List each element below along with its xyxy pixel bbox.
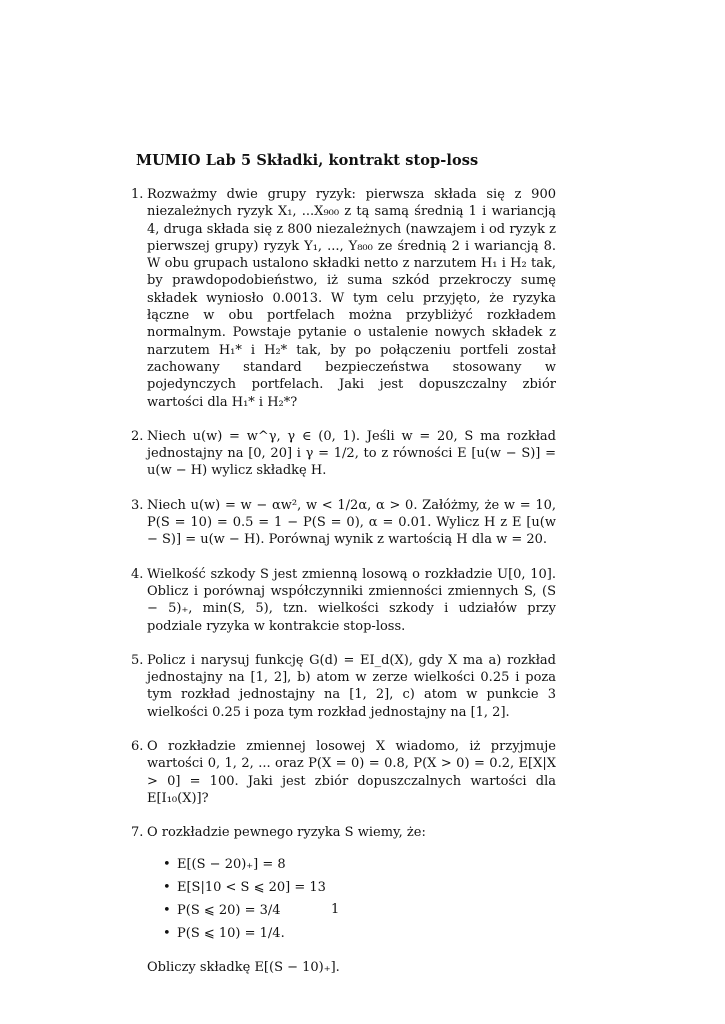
bullet-icon: • <box>163 856 171 872</box>
condition-list <box>147 856 556 943</box>
problem-4 <box>131 566 556 635</box>
problem-list <box>131 186 556 993</box>
problem-number: 3. <box>131 497 144 513</box>
problem-1 <box>131 186 556 411</box>
problem-text: O rozkładzie pewnego ryzyka S wiemy, że: <box>147 825 426 841</box>
problem-5 <box>131 652 556 721</box>
page-title: MUMIO Lab 5 Składki, kontrakt stop-loss <box>136 152 479 169</box>
problem-7 <box>131 824 556 976</box>
problem-6 <box>131 738 556 807</box>
problem-3 <box>131 497 556 549</box>
problem-number: 6. <box>131 739 144 755</box>
problem-number: 4. <box>131 566 144 582</box>
condition-text: E[(S − 20)₊] = 8 <box>177 856 286 872</box>
problem-number: 5. <box>131 652 144 668</box>
problem-text: Policz i narysuj funkcję G(d) = EI_d(X), gdy X ma a) rozkład jednostajny na [1, 2], b) atom w zerze wielkości 0.25 i poza tym rozkład jednostajny na [1, 2], c) atom w punkcie 3 wielkości 0.25 i poza tym rozkład jednostajny na [1, 2]. <box>147 652 556 720</box>
problem-text: Niech u(w) = w^γ, γ ∈ (0, 1). Jeśli w = 20, S ma rozkład jednostajny na [0, 20] i γ = 1/2, to z równości E [u(w − S)] = u(w − H) wylicz składkę H. <box>147 428 556 479</box>
problem-question: Obliczy składkę E[(S − 10)₊]. <box>147 959 340 975</box>
condition-text: P(S ⩽ 10) = 1/4. <box>177 926 285 942</box>
problem-text: O rozkładzie zmiennej losowej X wiadomo, iż przyjmuje wartości 0, 1, 2, ... oraz P(X = 0) = 0.8, P(X > 0) = 0.2, E[X|X > 0] = 100. Jaki jest zbiór dopuszczalnych wartości dla E[I₁₀(X)]? <box>147 739 556 806</box>
condition-item <box>147 902 556 919</box>
condition-item <box>147 925 556 942</box>
problem-text: Rozważmy dwie grupy ryzyk: pierwsza składa się z 900 niezależnych ryzyk X₁, ...X₉₀₀ z tą samą średnią 1 i wariancją 4, druga składa się z 800 niezależnych (nawzajem i od ryzyk z pierwszej grupy) ryzyk Y₁, ..., Y₈₀₀ ze średnią 2 i wariancją 8. W obu grupach ustalono składki netto z narzutem H₁ i H₂ tak, by prawdopodobieństwo, iż suma szkód przekroczy sumę składek wyniosło 0.0013. W tym celu przyjęto, że ryzyka łączne w obu portfelach można przybliżyć rozkładem normalnym. Powstaje pytanie o ustalenie nowych składek z narzutem H₁* i H₂* tak, by po połączeniu portfeli został zachowany standard bezpieczeństwa stosowany w pojedynczych portfelach. Jaki jest dopuszczalny zbiór wartości dla H₁* i H₂*? <box>147 187 556 410</box>
problem-number: 2. <box>131 428 144 444</box>
bullet-icon: • <box>163 903 171 919</box>
problem-number: 7. <box>131 825 144 841</box>
condition-item <box>147 879 556 896</box>
condition-item <box>147 856 556 873</box>
bullet-icon: • <box>163 926 171 942</box>
problem-number: 1. <box>131 187 144 202</box>
problem-text: Wielkość szkody S jest zmienną losową o rozkładzie U[0, 10]. Oblicz i porównaj współczynniki zmienności zmiennych S, (S − 5)₊, min(S, 5), tzn. wielkości szkody i udziałów przy podziale ryzyka w kontrakcie stop-loss. <box>147 566 556 634</box>
problem-2 <box>131 428 556 480</box>
page-number: 1 <box>331 902 340 917</box>
condition-text: E[S|10 < S ⩽ 20] = 13 <box>177 879 326 895</box>
problem-text: Niech u(w) = w − αw², w < 1/2α, α > 0. Załóżmy, że w = 10, P(S = 10) = 0.5 = 1 − P(S = 0), α = 0.01. Wylicz H z E [u(w − S)] = u(w − H). Porównaj wynik z wartością H dla w = 20. <box>147 497 556 548</box>
condition-text: P(S ⩽ 20) = 3/4 <box>177 903 281 919</box>
bullet-icon: • <box>163 879 171 895</box>
